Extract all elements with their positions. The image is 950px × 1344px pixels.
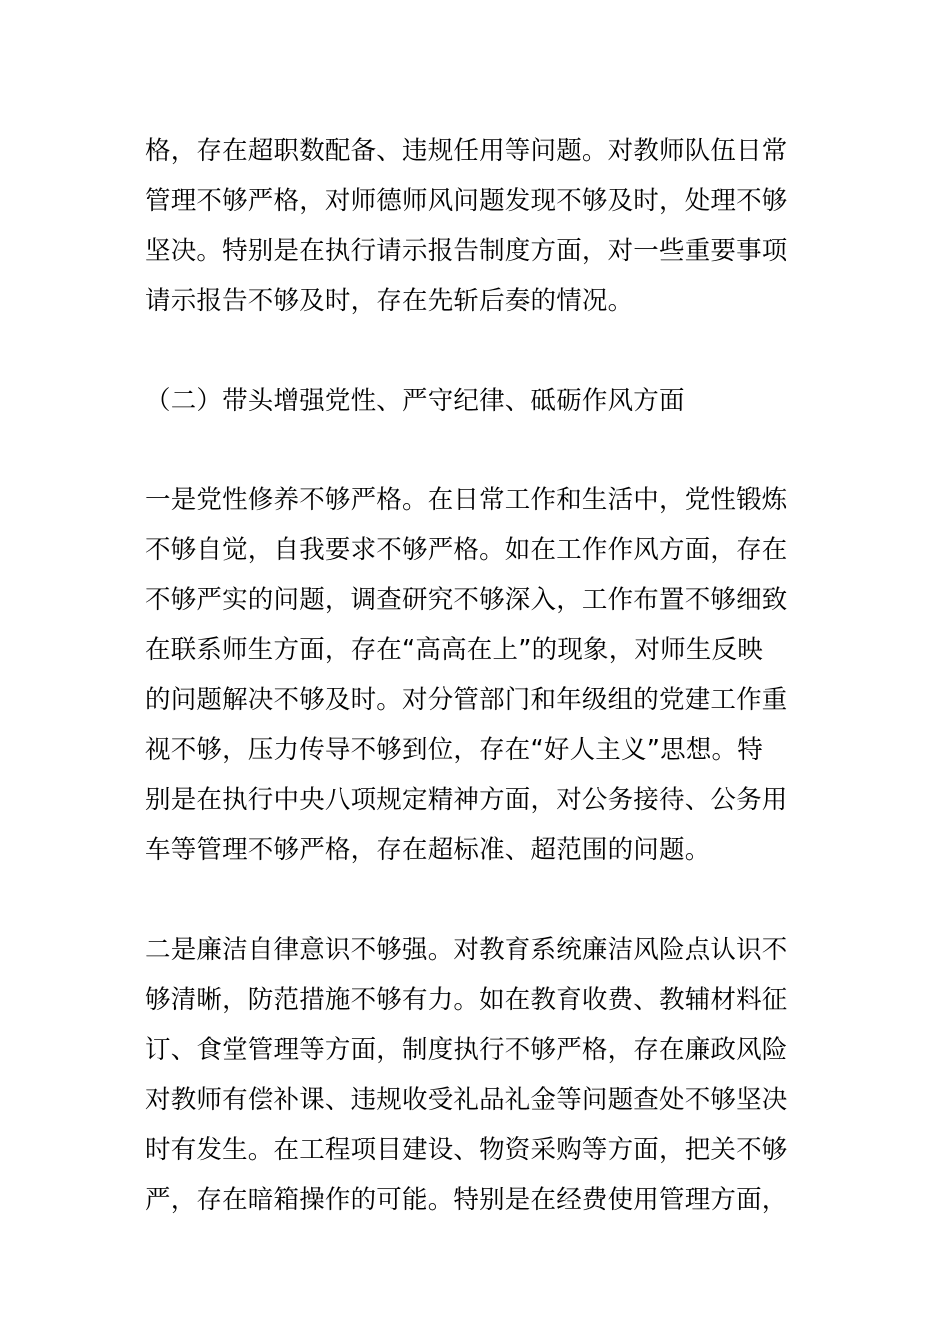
text-line: 不够自觉，自我要求不够严格。如在工作作风方面，存在	[145, 535, 788, 565]
text-line: 别是在执行中央八项规定精神方面，对公务接待、公务用	[145, 785, 788, 815]
text-line: 订、食堂管理等方面，制度执行不够严格，存在廉政风险	[145, 1035, 788, 1065]
text-line: 车等管理不够严格，存在超标准、超范围的问题。	[145, 835, 711, 865]
paragraph-continuation	[145, 126, 810, 326]
text-line: 请示报告不够及时，存在先斩后奏的情况。	[145, 286, 634, 316]
text-line: 严，存在暗箱操作的可能。特别是在经费使用管理方面，	[145, 1185, 788, 1215]
section-heading	[145, 376, 810, 426]
text-line: 二是廉洁自律意识不够强。对教育系统廉洁风险点认识不	[145, 935, 788, 965]
paragraph-point-one	[145, 475, 810, 875]
text-line: 对教师有偿补课、违规收受礼品礼金等问题查处不够坚决	[145, 1085, 788, 1115]
text-line: 管理不够严格，对师德师风问题发现不够及时，处理不够	[145, 186, 788, 216]
heading-text: （二）带头增强党性、严守纪律、砥砺作风方面	[145, 386, 685, 416]
text-line: 够清晰，防范措施不够有力。如在教育收费、教辅材料征	[145, 985, 788, 1015]
text-line: 时有发生。在工程项目建设、物资采购等方面，把关不够	[145, 1135, 788, 1165]
paragraph-point-two	[145, 925, 810, 1225]
text-line: 在联系师生方面，存在“高高在上”的现象，对师生反映	[145, 635, 763, 665]
text-line: 一是党性修养不够严格。在日常工作和生活中，党性锻炼	[145, 485, 788, 515]
text-line: 不够严实的问题，调查研究不够深入，工作布置不够细致	[145, 585, 788, 615]
text-line: 格，存在超职数配备、违规任用等问题。对教师队伍日常	[145, 136, 788, 166]
text-line: 的问题解决不够及时。对分管部门和年级组的党建工作重	[145, 685, 788, 715]
text-line: 视不够，压力传导不够到位，存在“好人主义”思想。特	[145, 735, 763, 765]
text-line: 坚决。特别是在执行请示报告制度方面，对一些重要事项	[145, 236, 788, 266]
